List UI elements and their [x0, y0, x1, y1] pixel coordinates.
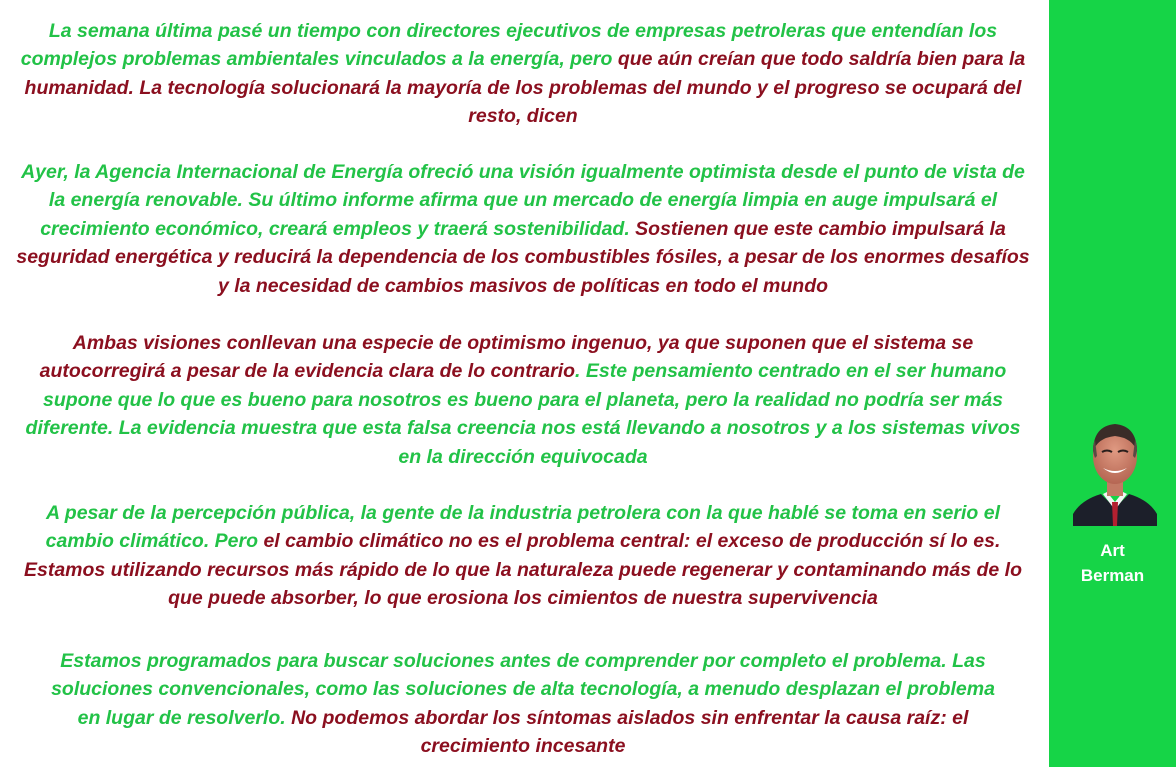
paragraph-2-green-text: Ayer, la Agencia Internacional de Energía ofreció una visión igualmente optimista desde el punto de vista de la energía renovable. Su último informe afirma que un mercado de energía limpia en auge impulsará el crecimiento económico, creará empleos y traerá sostenibilidad. — [21, 161, 1025, 240]
paragraph-3-red-text: Ambas visiones conllevan una especie de optimismo ingenuo, ya que suponen que el sistema se autocorregirá a pesar de la evidencia clara de lo contrario — [39, 332, 974, 383]
paragraph-5 — [50, 647, 996, 761]
author-sidebar — [1049, 0, 1176, 767]
author-first-name: Art — [1100, 541, 1125, 560]
paragraph-3 — [14, 329, 1032, 471]
paragraph-1 — [14, 17, 1032, 131]
paragraph-5-red-text: No podemos abordar los síntomas aislados sin enfrentar la causa raíz: el crecimiento incesante — [291, 706, 969, 758]
paragraph-2 — [14, 158, 1032, 300]
paragraph-3-green-text: . Este pensamiento centrado en el ser humano supone que lo que es bueno para nosotros es bueno para el planeta, pero la realidad no podría ser más diferente. La evidencia muestra que esta falsa creencia nos está llevando a nosotros y a los sistemas vivos en la dirección equivocada — [25, 360, 1021, 468]
author-name — [1049, 538, 1176, 588]
paragraph-4-green-text: A pesar de la percepción pública, la gente de la industria petrolera con la que hablé se toma en serio el cambio climático. Pero — [45, 502, 1000, 553]
paragraph-4-red-text: el cambio climático no es el problema central: el exceso de producción sí lo es. Estamos utilizando recursos más rápido de lo que la naturaleza puede regenerar y contaminando más de lo que puede absorber, lo que erosiona los cimientos de nuestra supervivencia — [23, 530, 1023, 610]
paragraph-1-green-text: La semana última pasé un tiempo con directores ejecutivos de empresas petroleras que entendían los complejos problemas ambientales vinculados a la energía, pero — [20, 20, 998, 71]
paragraph-4 — [14, 499, 1032, 613]
paragraph-5-green-text: Estamos programados para buscar soluciones antes de comprender por completo el problema. Las soluciones convencionales, como las soluciones de alta tecnología, a menudo desplazan el problema en lugar de resolverlo. — [51, 650, 995, 729]
paragraph-2-red-text: Sostienen que este cambio impulsará la seguridad energética y reducirá la dependencia de los combustibles fósiles, a pesar de los enormes desafíos y la necesidad de cambios masivos de políticas en todo el mundo — [16, 217, 1030, 297]
author-last-name: Berman — [1080, 566, 1145, 585]
portrait-photo-icon — [1073, 418, 1157, 526]
paragraph-1-red-text: que aún creían que todo saldría bien para la humanidad. La tecnología solucionará la mayoría de los problemas del mundo y el progreso se ocupará del resto, dicen — [24, 48, 1026, 128]
